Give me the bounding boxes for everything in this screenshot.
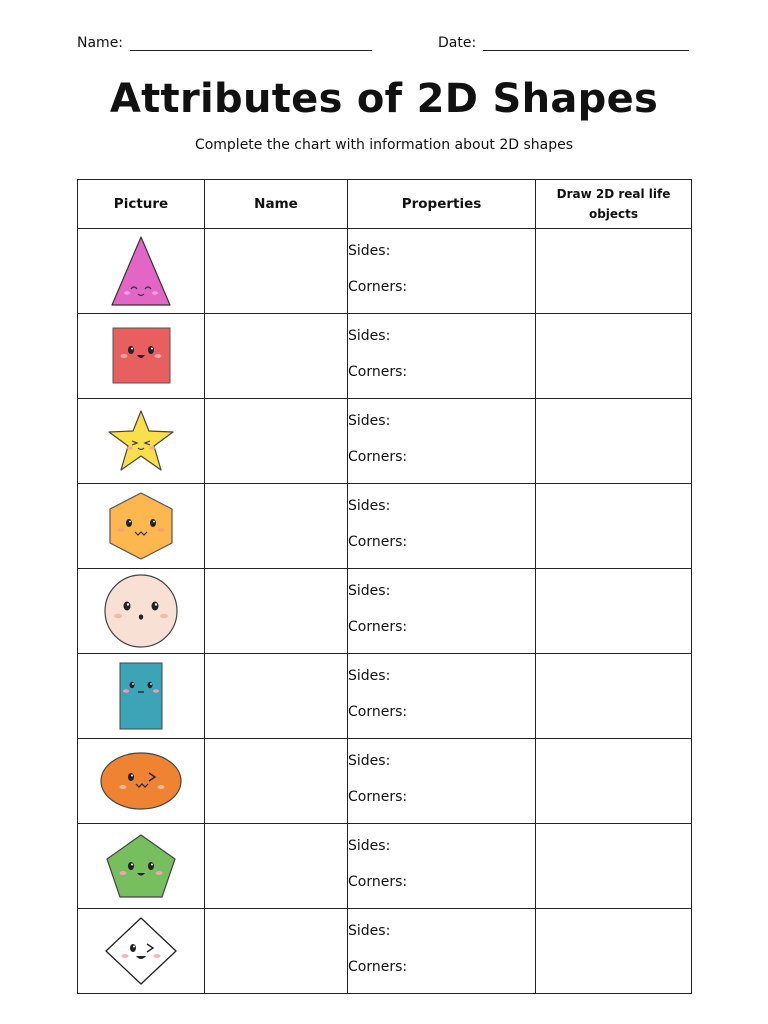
table-row	[78, 739, 692, 824]
name-field[interactable]	[77, 34, 372, 51]
rhombus-icon	[103, 915, 179, 987]
corners-label: Corners:	[348, 704, 408, 720]
hexagon-icon	[107, 490, 175, 562]
draw-answer-cell[interactable]	[536, 909, 692, 994]
picture-cell	[78, 314, 205, 399]
picture-cell	[78, 229, 205, 314]
oval-icon	[99, 751, 183, 811]
name-answer-cell[interactable]	[205, 824, 348, 909]
corners-label: Corners:	[348, 619, 408, 635]
table-row	[78, 654, 692, 739]
name-answer-cell[interactable]	[205, 484, 348, 569]
properties-cell[interactable]	[348, 824, 536, 909]
draw-answer-cell[interactable]	[536, 569, 692, 654]
properties-cell[interactable]	[348, 484, 536, 569]
star-icon	[105, 408, 177, 474]
sides-label: Sides:	[348, 413, 391, 429]
picture-cell	[78, 654, 205, 739]
date-label: Date:	[438, 35, 477, 51]
circle-icon	[102, 573, 180, 649]
triangle-icon	[106, 233, 176, 309]
corners-label: Corners:	[348, 874, 408, 890]
properties-cell[interactable]	[348, 229, 536, 314]
table-row	[78, 824, 692, 909]
header-picture: Picture	[78, 180, 205, 229]
name-answer-cell[interactable]	[205, 399, 348, 484]
header-row	[78, 180, 692, 229]
table-row	[78, 484, 692, 569]
draw-answer-cell[interactable]	[536, 824, 692, 909]
pentagon-icon	[104, 832, 178, 900]
table-row	[78, 569, 692, 654]
page-subtitle: Complete the chart with information about 2D shapes	[194, 137, 574, 153]
picture-cell	[78, 909, 205, 994]
name-answer-cell[interactable]	[205, 314, 348, 399]
page-title: Attributes of 2D Shapes	[109, 76, 659, 122]
sides-label: Sides:	[348, 328, 391, 344]
picture-cell	[78, 399, 205, 484]
name-label: Name:	[77, 35, 124, 51]
shapes-chart	[77, 179, 692, 994]
date-blank-line[interactable]	[483, 34, 689, 51]
table-row	[78, 314, 692, 399]
corners-label: Corners:	[348, 364, 408, 380]
corners-label: Corners:	[348, 279, 408, 295]
name-answer-cell[interactable]	[205, 739, 348, 824]
square-icon	[110, 326, 172, 386]
properties-cell[interactable]	[348, 314, 536, 399]
sides-label: Sides:	[348, 243, 391, 259]
corners-label: Corners:	[348, 534, 408, 550]
sides-label: Sides:	[348, 753, 391, 769]
properties-cell[interactable]	[348, 654, 536, 739]
draw-answer-cell[interactable]	[536, 654, 692, 739]
draw-answer-cell[interactable]	[536, 399, 692, 484]
sides-label: Sides:	[348, 498, 391, 514]
properties-cell[interactable]	[348, 909, 536, 994]
name-answer-cell[interactable]	[205, 909, 348, 994]
draw-answer-cell[interactable]	[536, 229, 692, 314]
date-field[interactable]	[438, 34, 689, 51]
properties-cell[interactable]	[348, 739, 536, 824]
table-row	[78, 399, 692, 484]
picture-cell	[78, 739, 205, 824]
header-properties: Properties	[348, 180, 536, 229]
rectangle-icon	[118, 661, 164, 731]
table-row	[78, 229, 692, 314]
corners-label: Corners:	[348, 449, 408, 465]
corners-label: Corners:	[348, 959, 408, 975]
properties-cell[interactable]	[348, 399, 536, 484]
picture-cell	[78, 484, 205, 569]
sides-label: Sides:	[348, 838, 391, 854]
draw-answer-cell[interactable]	[536, 314, 692, 399]
sides-label: Sides:	[348, 668, 391, 684]
draw-answer-cell[interactable]	[536, 739, 692, 824]
table-row	[78, 909, 692, 994]
draw-answer-cell[interactable]	[536, 484, 692, 569]
sides-label: Sides:	[348, 583, 391, 599]
properties-cell[interactable]	[348, 569, 536, 654]
name-answer-cell[interactable]	[205, 229, 348, 314]
name-blank-line[interactable]	[130, 34, 372, 51]
name-answer-cell[interactable]	[205, 569, 348, 654]
picture-cell	[78, 824, 205, 909]
name-answer-cell[interactable]	[205, 654, 348, 739]
header-name: Name	[205, 180, 348, 229]
corners-label: Corners:	[348, 789, 408, 805]
sides-label: Sides:	[348, 923, 391, 939]
picture-cell	[78, 569, 205, 654]
header-draw: Draw 2D real life objects	[536, 180, 692, 229]
